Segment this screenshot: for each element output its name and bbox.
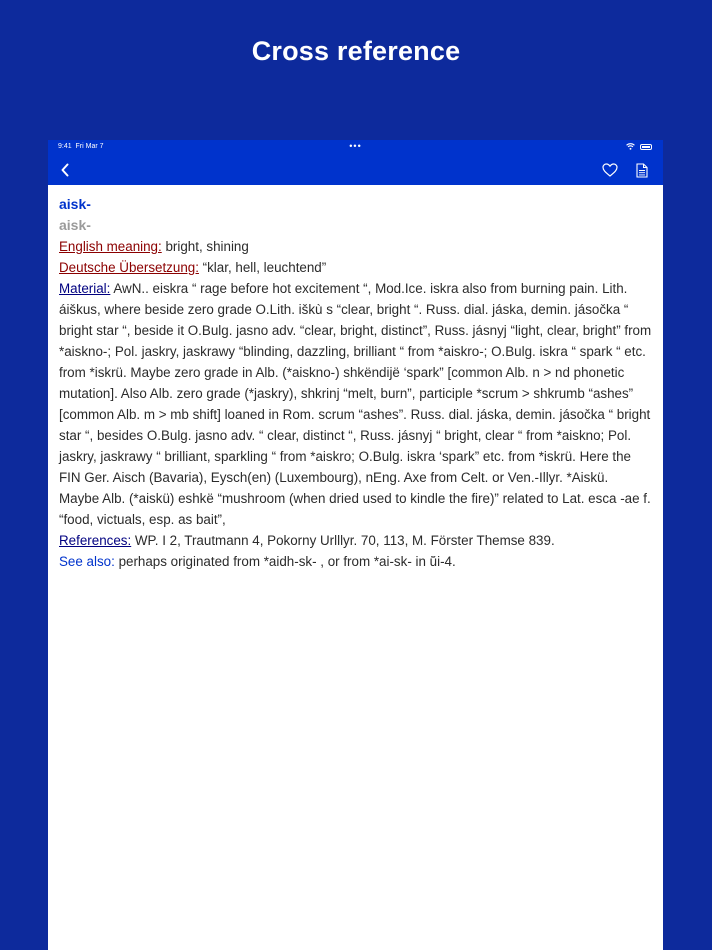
entry-content (48, 185, 663, 572)
references-text: WP. I 2, Trautmann 4, Pokorny Urlllyr. 70, 113, M. Förster Themse 839. (131, 533, 555, 548)
document-icon[interactable] (633, 161, 651, 179)
see-also-text: perhaps originated from *aidh-sk- , or from *ai-sk- in ŭ̄i-4. (114, 554, 456, 569)
german-translation-value: “klar, hell, leuchtend” (198, 260, 327, 275)
entry-headword: aisk- (59, 196, 91, 212)
english-meaning-row (59, 236, 652, 257)
material-label: Material: (59, 281, 111, 296)
entry-subheadword: aisk- (59, 217, 91, 233)
device-screen (48, 140, 663, 950)
wifi-icon (626, 143, 635, 150)
german-translation-label: Deutsche Übersetzung: (59, 260, 199, 275)
chevron-left-icon[interactable] (56, 161, 74, 179)
german-translation-row (59, 257, 652, 278)
status-bar (48, 140, 663, 155)
material-text: AwN.. eiskra “ rage before hot excitement “, Mod.Ice. iskra also from burning pain. Lith. áiškus, where beside zero grade O.Lith. iškù s “clear, bright “. Russ. dial. jáska, demin. jásočka “ bright star “, beside it O.Bulg. jasno adv. “clear, bright, distinct”, Russ. jásnyj “light, clear, bright” from *aiskno-; Pol. jaskry, jaskrawy “blinding, dazzling, brilliant “ from *aiskro-; O.Bulg. iskra “ spark “ etc. from *iskrü. Maybe zero grade in Alb. (*aiskno-) shkëndijë ‘spark” [common Alb. n > nd phonetic mutation]. Also Alb. zero grade (*jaskry), shkrinj “melt, burn”, participle *scrum > shkrumb “ashes” [common Alb. m > mb shift] loaned in Rom. scrum “ashes”. Russ. dial. jáska, demin. jásočka “ bright star “, besides O.Bulg. jasno adv. “ clear, distinct “, Russ. jásnyj “ bright, clear “ from *aiskno; Pol. jaskry, jaskrawy “ brilliant, sparkling “ from *aiskro; O.Bulg. iskra ‘spark” etc. from *iskrü. Here the FIN Ger. Aisch (Bavaria), Eysch(en) (Luxembourg), nEng. Axe from Celt. or Ven.-Illyr. *Aiskü. Maybe Alb. (*aiskü) eshkë “mushroom (when dried used to kindle the fire)” related to Lat. esca -ae f. “food, victuals, esp. as bait”, (59, 281, 652, 527)
references-row (59, 530, 652, 551)
navigation-bar (48, 155, 663, 185)
material-row (59, 278, 652, 530)
see-also-label[interactable]: See also: (59, 554, 115, 569)
english-meaning-value: bright, shining (161, 239, 249, 254)
english-meaning-label: English meaning: (59, 239, 162, 254)
see-also-row (59, 551, 652, 572)
references-label: References: (59, 533, 132, 548)
heart-icon[interactable] (601, 161, 619, 179)
promo-title: Cross reference (251, 36, 461, 66)
multitask-dots: ••• (349, 141, 362, 151)
battery-icon (640, 144, 652, 150)
status-time: 9:41 Fri Mar 7 (58, 143, 104, 150)
